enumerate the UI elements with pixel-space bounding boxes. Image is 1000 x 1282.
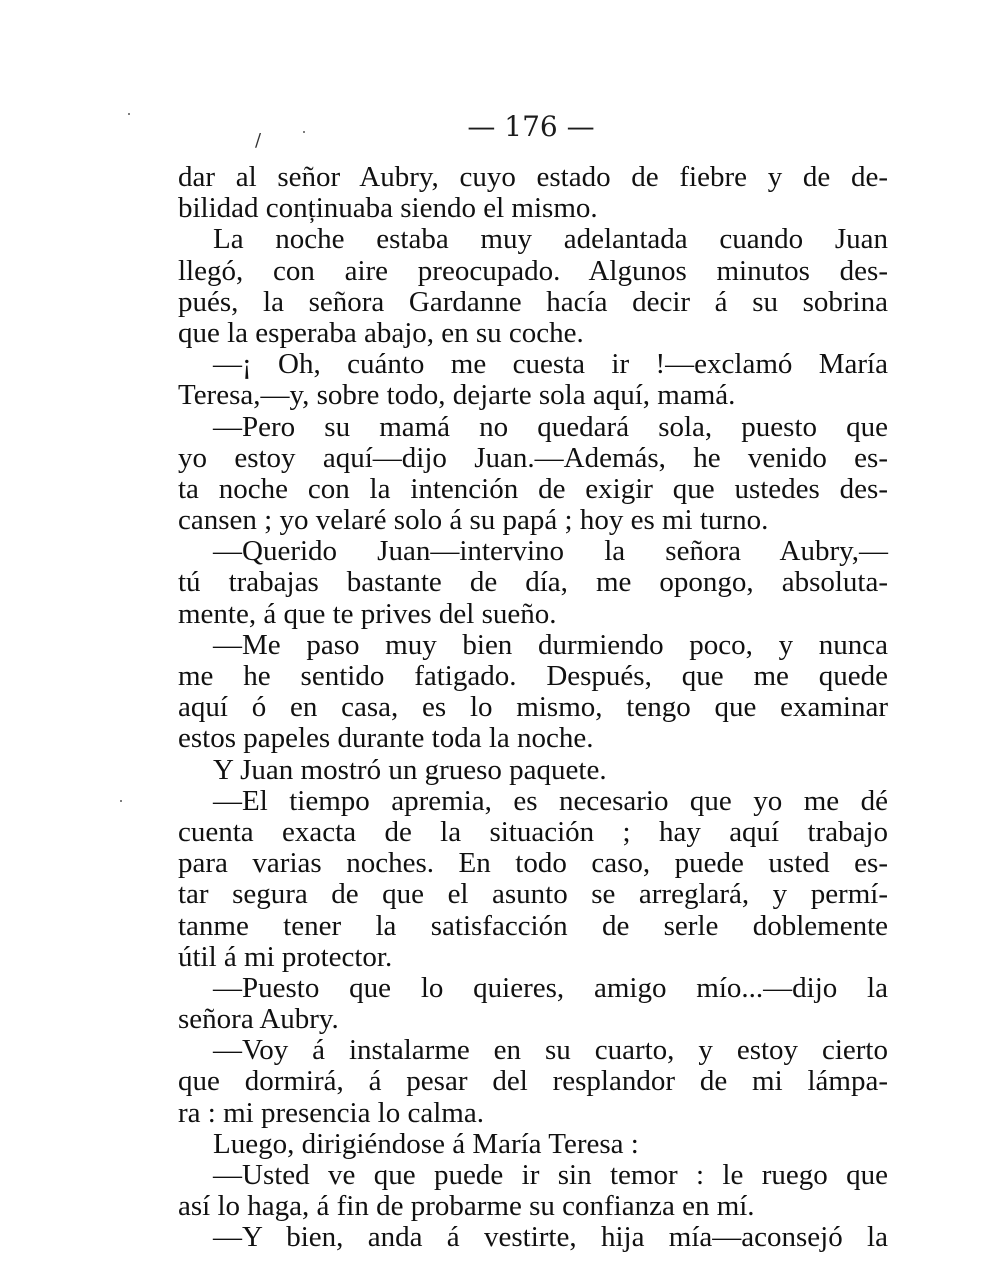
text-line: así lo haga, á fin de probarme su confianza en mí. (178, 1190, 755, 1223)
text-line: —Querido Juan—intervino la señora Aubry,— (213, 535, 888, 568)
text-line: Teresa,—y, sobre todo, dejarte sola aquí, mamá. (178, 379, 736, 412)
text-line: —Me paso muy bien durmiendo poco, y nunca (213, 628, 888, 661)
text-line: que la esperaba abajo, en su coche. (178, 316, 584, 349)
text-line: cuenta exacta de la situación ; hay aquí trabajo (178, 815, 888, 848)
text-line: mente, á que te prives del sueño. (178, 597, 557, 630)
text-line: señora Aubry. (178, 1003, 339, 1036)
text-line: ta noche con la intención de exigir que ustedes des- (178, 472, 888, 505)
text-line: tú trabajas bastante de día, me opongo, absoluta- (178, 566, 888, 599)
text-line: La noche estaba muy adelantada cuando Juan (213, 223, 888, 256)
text-line: pués, la señora Gardanne hacía decir á su sobrina (178, 285, 888, 318)
text-line: ra : mi presencia lo calma. (178, 1096, 484, 1129)
text-line: estos papeles durante toda la noche. (178, 722, 594, 755)
text-line: bilidad conținuaba siendo el mismo. (178, 192, 598, 225)
page-number: — 176 — (467, 110, 595, 143)
text-line: que dormirá, á pesar del resplandor de mi lámpa- (178, 1065, 888, 1098)
text-line: tar segura de que el asunto se arreglará, y permí- (178, 878, 888, 911)
body-text (178, 162, 888, 1254)
text-line: Y Juan mostró un grueso paquete. (213, 753, 607, 786)
text-line: —Usted ve que puede ir sin temor : le ruego que (213, 1159, 888, 1191)
text-line: —Pero su mamá no quedará sola, puesto que (213, 410, 888, 443)
text-line: llegó, con aire preocupado. Algunos minutos des- (178, 254, 888, 287)
text-line: tanme tener la satisfacción de serle doblemente (178, 909, 888, 942)
text-line: Luego, dirigiéndose á María Teresa : (213, 1127, 639, 1160)
text-line: para varias noches. En todo caso, puede usted es- (178, 847, 888, 880)
margin-mark: / (255, 130, 262, 151)
text-line: me he sentido fatigado. Después, que me quede (178, 660, 888, 692)
text-line: yo estoy aquí—dijo Juan.—Además, he venido es- (178, 441, 888, 474)
text-line: —¡ Oh, cuánto me cuesta ir !—exclamó María (213, 348, 888, 381)
text-line: dar al señor Aubry, cuyo estado de fiebre y de de- (178, 161, 888, 193)
ink-speck (120, 800, 122, 802)
text-line: útil á mi protector. (178, 940, 393, 973)
text-line: —Y bien, anda á vestirte, hija mía—aconsejó la (213, 1221, 888, 1254)
text-line: —El tiempo apremia, es necesario que yo me dé (213, 784, 888, 817)
text-line: —Voy á instalarme en su cuarto, y estoy cierto (213, 1034, 888, 1067)
text-line: aquí ó en casa, es lo mismo, tengo que examinar (178, 691, 888, 724)
text-line: —Puesto que lo quieres, amigo mío...—dijo la (213, 971, 888, 1004)
text-line: cansen ; yo velaré solo á su papá ; hoy es mi turno. (178, 504, 769, 537)
